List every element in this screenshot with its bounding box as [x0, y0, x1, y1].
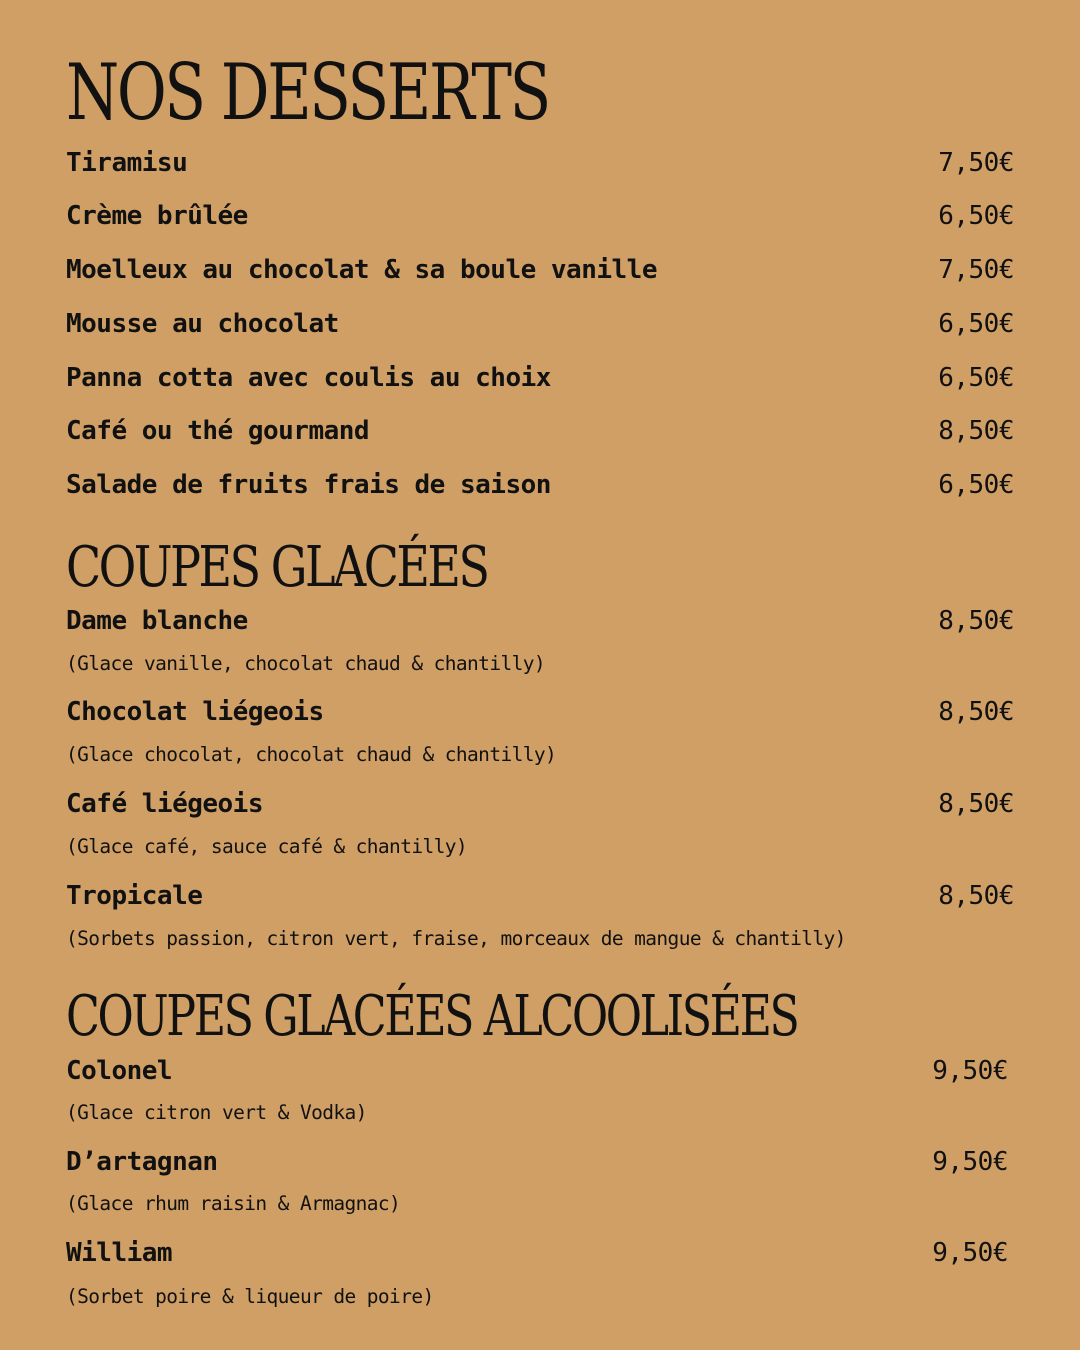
- menu-item: [66, 468, 1014, 502]
- item-price: 7,50€: [938, 255, 1014, 285]
- item-name: D’artagnan: [66, 1147, 218, 1177]
- menu-item: [66, 1145, 1014, 1179]
- menu-item: [66, 787, 1014, 821]
- menu-item: [66, 879, 1014, 913]
- section-title-coupes-alcoolisees: COUPES GLACÉES ALCOOLISÉES: [66, 984, 798, 1049]
- item-name: Panna cotta avec coulis au choix: [66, 363, 551, 393]
- menu-item: [66, 695, 1014, 729]
- menu-item: [66, 1236, 1014, 1270]
- item-description: (Sorbet poire & liqueur de poire): [66, 1285, 434, 1308]
- item-description: (Glace café, sauce café & chantilly): [66, 835, 468, 858]
- menu-item: [66, 604, 1014, 638]
- item-name: Tropicale: [66, 881, 203, 911]
- menu-item: [66, 253, 1014, 287]
- item-description: (Sorbets passion, citron vert, fraise, morceaux de mangue & chantilly): [66, 927, 846, 950]
- item-price: 9,50€: [932, 1147, 1008, 1177]
- item-price: 8,50€: [938, 697, 1014, 727]
- item-name: Salade de fruits frais de saison: [66, 470, 551, 500]
- item-name: William: [66, 1238, 173, 1268]
- menu-item: [66, 307, 1014, 341]
- item-name: Crème brûlée: [66, 201, 248, 231]
- menu-item: [66, 146, 1014, 180]
- item-price: 8,50€: [938, 606, 1014, 636]
- menu-item: [66, 414, 1014, 448]
- item-price: 7,50€: [938, 148, 1014, 178]
- item-name: Café ou thé gourmand: [66, 416, 370, 446]
- item-description: (Glace rhum raisin & Armagnac): [66, 1192, 401, 1215]
- item-description: (Glace vanille, chocolat chaud & chantilly): [66, 652, 546, 675]
- item-name: Café liégeois: [66, 789, 263, 819]
- item-name: Colonel: [66, 1056, 173, 1086]
- item-name: Mousse au chocolat: [66, 309, 339, 339]
- item-name: Moelleux au chocolat & sa boule vanille: [66, 255, 657, 285]
- item-price: 8,50€: [938, 881, 1014, 911]
- item-price: 6,50€: [938, 363, 1014, 393]
- menu-item: [66, 361, 1014, 395]
- item-price: 6,50€: [938, 201, 1014, 231]
- item-price: 6,50€: [938, 470, 1014, 500]
- menu-item: [66, 1054, 1014, 1088]
- item-description: (Glace citron vert & Vodka): [66, 1101, 367, 1124]
- item-name: Tiramisu: [66, 148, 188, 178]
- item-description: (Glace chocolat, chocolat chaud & chantilly): [66, 743, 557, 766]
- item-name: Dame blanche: [66, 606, 248, 636]
- item-price: 8,50€: [938, 789, 1014, 819]
- menu-item: [66, 199, 1014, 233]
- section-title-desserts: NOS DESSERTS: [66, 48, 549, 138]
- item-price: 9,50€: [932, 1238, 1008, 1268]
- item-price: 8,50€: [938, 416, 1014, 446]
- item-name: Chocolat liégeois: [66, 697, 324, 727]
- section-title-coupes-glacees: COUPES GLACÉES: [66, 535, 488, 600]
- item-price: 6,50€: [938, 309, 1014, 339]
- item-price: 9,50€: [932, 1056, 1008, 1086]
